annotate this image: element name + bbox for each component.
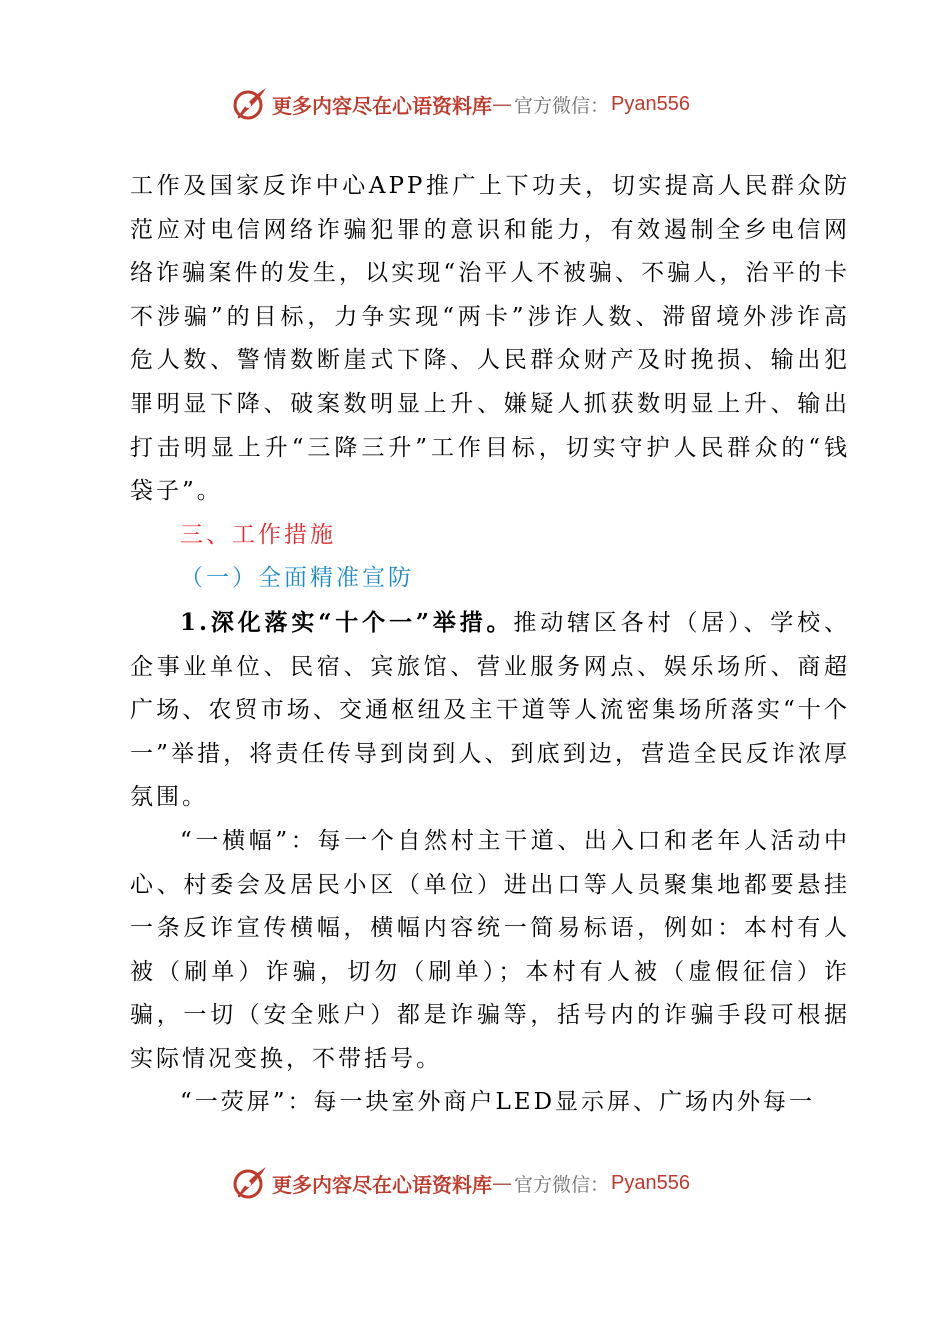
watermark-official-label: 官方微信： (514, 1173, 610, 1196)
document-body (130, 165, 850, 1125)
item-1-text: 推动辖区各村（居）、学校、企事业单位、民宿、宾旅馆、营业服务网点、娱乐场所、商超广场、农贸市场、交通枢纽及主干道等人流密集场所落实“十个一”举措，将责任传导到岗到人、到底到边，营造全民反诈浓厚氛围。 (130, 609, 850, 811)
item-1-paragraph (130, 601, 850, 820)
watermark-brand: 更多内容尽在心语资料库 (272, 93, 492, 118)
intro-paragraph: 工作及国家反诈中心APP推广上下功夫，切实提高人民群众防范应对电信网络诈骗犯罪的意识和能力，有效遏制全乡电信网络诈骗案件的发生，以实现“治平人不被骗、不骗人，治平的卡不涉骗”的目标，力争实现“两卡”涉诈人数、滞留境外涉诈高危人数、警情数断崖式下降、人民群众财产及时挽损、输出犯罪明显下降、破案数明显上升、嫌疑人抓获数明显上升、输出打击明显上升“三降三升”工作目标，切实守护人民群众的“钱袋子”。 (130, 173, 850, 505)
quill-pen-logo-icon (230, 84, 270, 124)
sub-heading-publicity: （一）全面精准宣防 (180, 565, 414, 592)
item-1-lead: 1.深化落实“十个一”举措。 (180, 608, 514, 636)
watermark-wechat-id: Pyan556 (611, 92, 690, 115)
watermark-brand: 更多内容尽在心语资料库 (272, 1172, 492, 1197)
header-watermark (230, 84, 690, 124)
screen-paragraph: “一荧屏”：每一块室外商户LED显示屏、广场内外每一 (180, 1089, 816, 1116)
watermark-separator: — (492, 1171, 512, 1195)
watermark-official-label: 官方微信： (514, 94, 610, 117)
footer-watermark (230, 1163, 690, 1203)
watermark-separator: — (492, 92, 512, 116)
section-heading-work-measures: 三、工作措施 (180, 521, 336, 548)
watermark-wechat-id: Pyan556 (611, 1171, 690, 1194)
quill-pen-logo-icon (230, 1163, 270, 1203)
banner-paragraph: “一横幅”：每一个自然村主干道、出入口和老年人活动中心、村委会及居民小区（单位）进出口等人员聚集地都要悬挂一条反诈宣传横幅，横幅内容统一简易标语，例如：本村有人被（刷单）诈骗，切勿（刷单）；本村有人被（虚假征信）诈骗，一切（安全账户）都是诈骗等，括号内的诈骗手段可根据实际情况变换，不带括号。 (130, 827, 850, 1072)
